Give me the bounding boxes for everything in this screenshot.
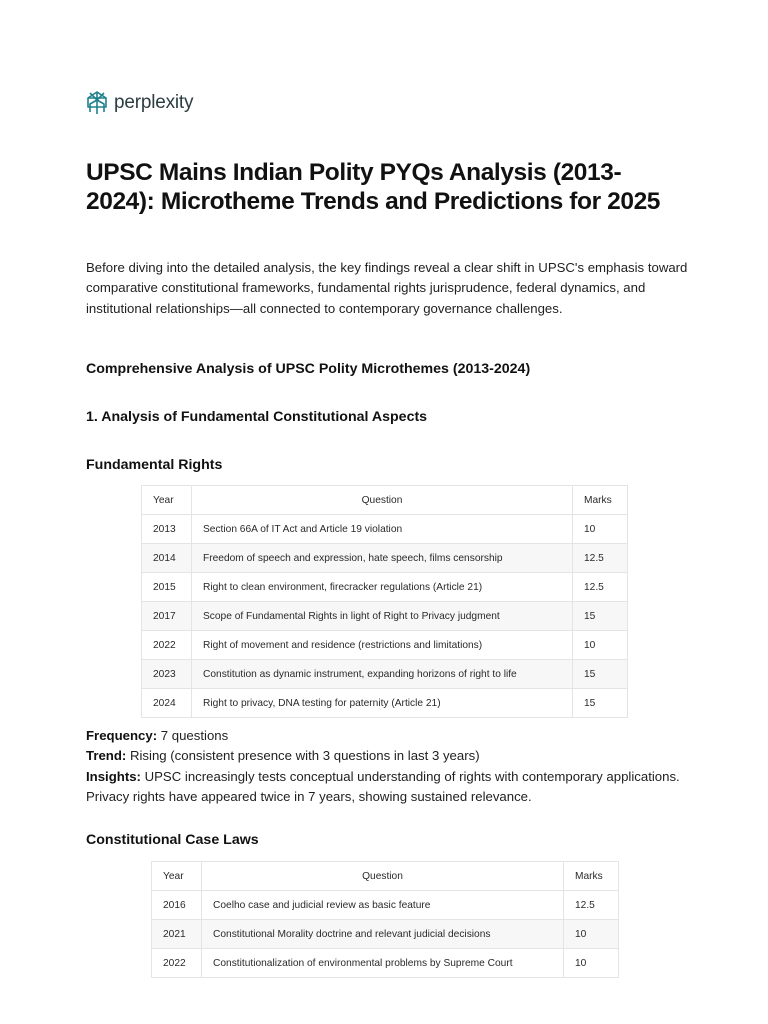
intro-paragraph: Before diving into the detailed analysis, the key findings reveal a clear shift in UPSC's emphasis toward comparative constitutional frameworks, fundamental rights jurisprudence, federal dynamics, and institutional relationships—all connected to contemporary governance challenges. [86,260,688,316]
cell-marks: 10 [573,631,628,660]
insights-line [86,767,696,808]
cell-marks: 12.5 [564,891,619,920]
cell-question: Constitution as dynamic instrument, expanding horizons of right to life [192,660,573,689]
column-header-year: Year [142,486,192,515]
cell-question: Right to clean environment, firecracker regulations (Article 21) [192,573,573,602]
trend-line [86,746,696,766]
column-header-question: Question [202,862,564,891]
cell-marks: 15 [573,689,628,718]
cell-year: 2021 [152,920,202,949]
table-row [142,660,628,689]
trend-value: Rising (consistent presence with 3 questions in last 3 years) [126,748,480,764]
insights-label: Insights: [86,768,141,784]
section-heading: Comprehensive Analysis of UPSC Polity Microthemes (2013-2024) [86,361,531,377]
brand-name: perplexity [114,92,194,113]
table-row [142,689,628,718]
table-header-row [142,486,628,515]
frequency-label: Frequency: [86,728,158,743]
cell-marks: 12.5 [573,544,628,573]
trend-label: Trend: [86,748,127,764]
cell-year: 2015 [142,573,192,602]
cell-question: Coelho case and judicial review as basic feature [202,891,564,920]
cell-marks: 15 [573,660,628,689]
cell-marks: 15 [573,602,628,631]
table-row [142,544,628,573]
cell-question: Constitutional Morality doctrine and relevant judicial decisions [202,920,564,949]
frequency-line [86,726,696,746]
table-row [142,602,628,631]
cell-year: 2024 [142,689,192,718]
cell-marks: 10 [564,949,619,978]
table-row [142,631,628,660]
column-header-marks: Marks [573,486,628,515]
table-row [142,515,628,544]
fundamental-rights-summary [86,726,696,807]
cell-year: 2023 [142,660,192,689]
insights-value: UPSC increasingly tests conceptual understanding of rights with contemporary applications. Privacy rights have appeared twice in 7 years, showing sustained relevance. [86,768,680,804]
case-laws-table [151,861,619,978]
table-row [142,573,628,602]
perplexity-logo [86,91,193,115]
case-laws-heading: Constitutional Case Laws [86,832,259,848]
perplexity-logo-icon [86,91,108,115]
cell-question: Freedom of speech and expression, hate speech, films censorship [192,544,573,573]
table-row [152,920,619,949]
cell-question: Right of movement and residence (restrictions and limitations) [192,631,573,660]
cell-question: Scope of Fundamental Rights in light of Right to Privacy judgment [192,602,573,631]
table-header-row [152,862,619,891]
cell-year: 2013 [142,515,192,544]
cell-year: 2016 [152,891,202,920]
page-title: UPSC Mains Indian Polity PYQs Analysis (2013-2024): Microtheme Trends and Predictions for 2025 [86,159,661,215]
column-header-year: Year [152,862,202,891]
subsection-heading: 1. Analysis of Fundamental Constitutional Aspects [86,409,428,425]
cell-question: Constitutionalization of environmental problems by Supreme Court [202,949,564,978]
cell-year: 2017 [142,602,192,631]
cell-marks: 12.5 [573,573,628,602]
cell-year: 2022 [142,631,192,660]
cell-question: Right to privacy, DNA testing for paternity (Article 21) [192,689,573,718]
cell-question: Section 66A of IT Act and Article 19 violation [192,515,573,544]
column-header-question: Question [192,486,573,515]
column-header-marks: Marks [564,862,619,891]
fundamental-rights-table [141,485,628,718]
cell-marks: 10 [573,515,628,544]
table-row [152,891,619,920]
frequency-value: 7 questions [157,728,229,743]
cell-year: 2022 [152,949,202,978]
fundamental-rights-heading: Fundamental Rights [86,457,223,473]
cell-year: 2014 [142,544,192,573]
table-row [152,949,619,978]
cell-marks: 10 [564,920,619,949]
